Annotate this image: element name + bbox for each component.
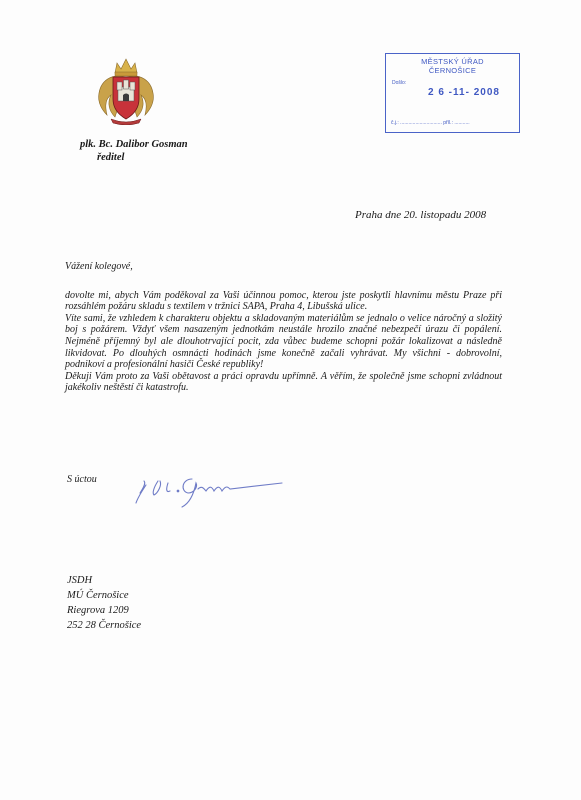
- letter-body: [65, 261, 502, 394]
- address-line: MÚ Černošice: [67, 590, 129, 601]
- handwritten-signature: [132, 469, 292, 509]
- paragraph: Děkuji Vám proto za Vaši obětavost a práci opravdu upřímně. A věřím, že společně jsme schopni zvládnout jakékoliv neštěstí či katastrofu.: [65, 370, 502, 394]
- paragraph: Víte sami, že vzhledem k charakteru objektu a skladovaným materiálům se jednalo o velice náročný a složitý boj s požárem. Vždyť všem nasazeným jednotkám neustále hrozilo značné nebezpečí úrazu či popálení. Nejméně příjemný byl ale dlouhotrvající pocit, zda vůbec budeme schopni požár lokalizovat a následně likvidovat. Po dlouhých osmnácti hodinách jsme konečně začali vyhrávat. My všichni - dobrovolní, podnikoví a profesionální hasiči České republiky!: [65, 312, 502, 371]
- paragraph: dovolte mi, abych Vám poděkoval za Vaši účinnou pomoc, kterou jste poskytli hlavnímu městu Praze při rozsáhlém požáru skladu s textilem v tržnici SAPA, Praha 4, Libušská ulice.: [65, 289, 502, 313]
- sender-name: plk. Bc. Dalibor Gosman: [80, 139, 188, 150]
- stamp-reference-line: č.j.: .............................. příl.: ...........: [391, 120, 470, 126]
- stamp-office-line1: MĚSTSKÝ ÚŘAD: [421, 57, 484, 66]
- greeting: Vážení kolegové,: [65, 261, 133, 272]
- recipient-address: [67, 573, 141, 633]
- address-line: Riegrova 1209: [67, 605, 129, 616]
- closing: S úctou: [67, 474, 97, 485]
- stamp-date-value: 2 6 -11- 2008: [428, 87, 500, 98]
- stamp-office-line2: ČERNOŠICE: [428, 66, 477, 75]
- stamp-office: [386, 57, 519, 75]
- coat-of-arms-emblem: [93, 55, 159, 125]
- stamp-date-label: Došlo:: [392, 80, 407, 86]
- address-line: 252 28 Černošice: [67, 620, 142, 631]
- sender-block: [80, 138, 188, 164]
- letter-date: Praha dne 20. listopadu 2008: [355, 209, 487, 221]
- sender-role: ředitel: [97, 152, 125, 163]
- address-line: JSDH: [67, 575, 93, 586]
- received-stamp: [385, 53, 520, 133]
